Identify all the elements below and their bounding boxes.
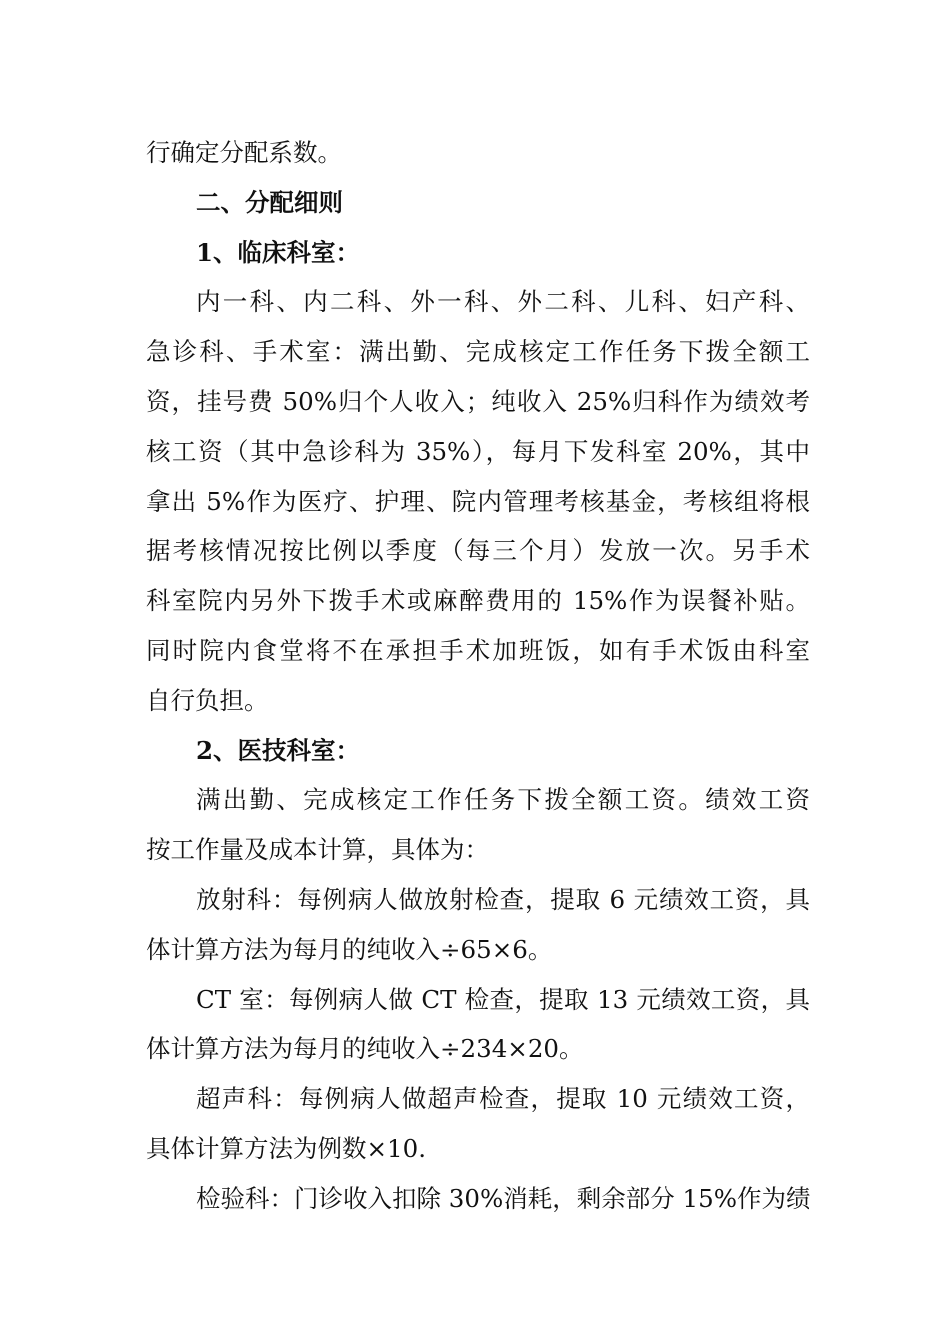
text-line: 急诊科、手术室：满出勤、完成核定工作任务下拨全额工 — [146, 337, 810, 367]
text-line: 核工资（其中急诊科为 35%），每月下发科室 20%，其中 — [146, 436, 810, 466]
text-line: 据考核情况按比例以季度（每三个月）发放一次。另手术 — [146, 536, 810, 566]
text-line: 内一科、内二科、外一科、外二科、儿科、妇产科、 — [196, 287, 810, 317]
text-line: 资，挂号费 50%归个人收入；纯收入 25%归科作为绩效考 — [146, 386, 810, 416]
text-line: 行确定分配系数。 — [146, 138, 342, 167]
document-body — [146, 128, 810, 1224]
text-line: 超声科：每例病人做超声检查，提取 10 元绩效工资， — [196, 1084, 810, 1114]
text-line: 检验科：门诊收入扣除 30%消耗，剩余部分 15%作为绩 — [196, 1183, 810, 1213]
text-line: 体计算方法为每月的纯收入÷234×20。 — [146, 1034, 584, 1064]
text-line: 满出勤、完成核定工作任务下拨全额工资。绩效工资 — [196, 785, 810, 815]
text-line: 按工作量及成本计算，具体为： — [146, 835, 489, 865]
subsection-heading: 2、医技科室： — [196, 735, 361, 765]
text-line: 体计算方法为每月的纯收入÷65×6。 — [146, 934, 553, 964]
section-heading: 二、分配细则 — [196, 187, 343, 217]
text-line: 自行负担。 — [146, 685, 269, 715]
text-line: 具体计算方法为例数×10. — [146, 1133, 426, 1163]
text-line: 科室院内另外下拨手术或麻醉费用的 15%作为误餐补贴。 — [146, 586, 810, 616]
subsection-heading: 1、临床科室： — [196, 237, 361, 267]
text-line: 拿出 5%作为医疗、护理、院内管理考核基金，考核组将根 — [146, 486, 810, 516]
text-line: 放射科：每例病人做放射检查，提取 6 元绩效工资，具 — [196, 884, 810, 914]
text-line: 同时院内食堂将不在承担手术加班饭，如有手术饭由科室 — [146, 635, 810, 665]
text-line: CT 室：每例病人做 CT 检查，提取 13 元绩效工资，具 — [196, 984, 810, 1014]
